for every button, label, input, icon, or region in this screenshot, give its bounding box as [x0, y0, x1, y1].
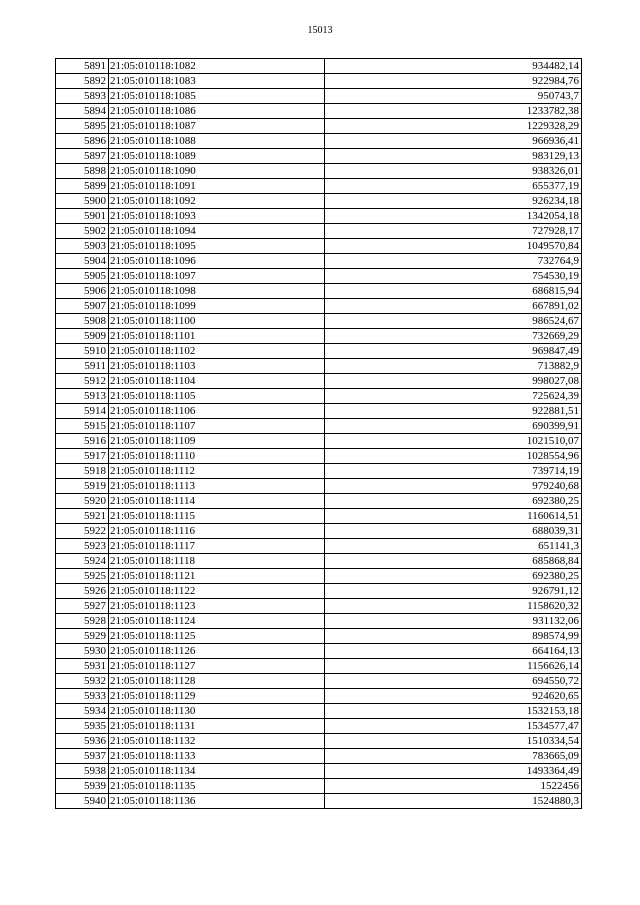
cadastral-number-cell: 21:05:010118:1091 [109, 179, 325, 194]
cadastral-number-cell: 21:05:010118:1117 [109, 539, 325, 554]
row-number-cell: 5907 [56, 299, 109, 314]
table-row [56, 404, 582, 419]
row-number-cell: 5916 [56, 434, 109, 449]
table-row [56, 119, 582, 134]
cadastral-number-cell: 21:05:010118:1135 [109, 779, 325, 794]
cadastral-number-cell: 21:05:010118:1130 [109, 704, 325, 719]
cadastral-value-cell: 732764,9 [325, 254, 582, 269]
table-row [56, 434, 582, 449]
row-number-cell: 5895 [56, 119, 109, 134]
row-number-cell: 5912 [56, 374, 109, 389]
cadastral-number-cell: 21:05:010118:1106 [109, 404, 325, 419]
row-number-cell: 5903 [56, 239, 109, 254]
table-row [56, 599, 582, 614]
cadastral-value-cell: 690399,91 [325, 419, 582, 434]
cadastral-value-cell: 1233782,38 [325, 104, 582, 119]
table-row [56, 74, 582, 89]
cadastral-number-cell: 21:05:010118:1089 [109, 149, 325, 164]
cadastral-number-cell: 21:05:010118:1083 [109, 74, 325, 89]
cadastral-value-cell: 664164,13 [325, 644, 582, 659]
table-row [56, 674, 582, 689]
cadastral-number-cell: 21:05:010118:1104 [109, 374, 325, 389]
row-number-cell: 5920 [56, 494, 109, 509]
row-number-cell: 5904 [56, 254, 109, 269]
cadastral-number-cell: 21:05:010118:1085 [109, 89, 325, 104]
cadastral-number-cell: 21:05:010118:1114 [109, 494, 325, 509]
row-number-cell: 5906 [56, 284, 109, 299]
row-number-cell: 5928 [56, 614, 109, 629]
row-number-cell: 5893 [56, 89, 109, 104]
cadastral-number-cell: 21:05:010118:1096 [109, 254, 325, 269]
row-number-cell: 5905 [56, 269, 109, 284]
cadastral-value-cell: 898574,99 [325, 629, 582, 644]
cadastral-value-cell: 783665,09 [325, 749, 582, 764]
cadastral-number-cell: 21:05:010118:1133 [109, 749, 325, 764]
row-number-cell: 5915 [56, 419, 109, 434]
cadastral-value-cell: 1160614,51 [325, 509, 582, 524]
cadastral-number-cell: 21:05:010118:1113 [109, 479, 325, 494]
table-body [56, 59, 582, 809]
cadastral-value-cell: 1510334,54 [325, 734, 582, 749]
table-row [56, 494, 582, 509]
row-number-cell: 5925 [56, 569, 109, 584]
row-number-cell: 5908 [56, 314, 109, 329]
row-number-cell: 5910 [56, 344, 109, 359]
table-row [56, 749, 582, 764]
row-number-cell: 5929 [56, 629, 109, 644]
table-row [56, 764, 582, 779]
table-row [56, 374, 582, 389]
row-number-cell: 5923 [56, 539, 109, 554]
table-row [56, 569, 582, 584]
cadastral-number-cell: 21:05:010118:1103 [109, 359, 325, 374]
cadastral-value-cell: 739714,19 [325, 464, 582, 479]
table-row [56, 134, 582, 149]
cadastral-number-cell: 21:05:010118:1134 [109, 764, 325, 779]
cadastral-number-cell: 21:05:010118:1093 [109, 209, 325, 224]
table-row [56, 59, 582, 74]
cadastral-number-cell: 21:05:010118:1086 [109, 104, 325, 119]
cadastral-number-cell: 21:05:010118:1112 [109, 464, 325, 479]
table-row [56, 509, 582, 524]
cadastral-number-cell: 21:05:010118:1118 [109, 554, 325, 569]
table-row [56, 89, 582, 104]
row-number-cell: 5909 [56, 329, 109, 344]
cadastral-value-cell: 1021510,07 [325, 434, 582, 449]
row-number-cell: 5914 [56, 404, 109, 419]
table-row [56, 239, 582, 254]
cadastral-value-cell: 983129,13 [325, 149, 582, 164]
cadastral-value-cell: 934482,14 [325, 59, 582, 74]
cadastral-value-cell: 969847,49 [325, 344, 582, 359]
cadastral-value-cell: 1493364,49 [325, 764, 582, 779]
row-number-cell: 5936 [56, 734, 109, 749]
cadastral-value-cell: 688039,31 [325, 524, 582, 539]
row-number-cell: 5931 [56, 659, 109, 674]
cadastral-number-cell: 21:05:010118:1101 [109, 329, 325, 344]
cadastral-number-cell: 21:05:010118:1128 [109, 674, 325, 689]
table-row [56, 584, 582, 599]
row-number-cell: 5894 [56, 104, 109, 119]
cadastral-value-cell: 655377,19 [325, 179, 582, 194]
cadastral-number-cell: 21:05:010118:1110 [109, 449, 325, 464]
row-number-cell: 5898 [56, 164, 109, 179]
cadastral-number-cell: 21:05:010118:1124 [109, 614, 325, 629]
row-number-cell: 5939 [56, 779, 109, 794]
table-row [56, 299, 582, 314]
cadastral-value-cell: 1158620,32 [325, 599, 582, 614]
cadastral-number-cell: 21:05:010118:1088 [109, 134, 325, 149]
row-number-cell: 5937 [56, 749, 109, 764]
row-number-cell: 5897 [56, 149, 109, 164]
table-row [56, 464, 582, 479]
row-number-cell: 5927 [56, 599, 109, 614]
table-row [56, 629, 582, 644]
table-row [56, 104, 582, 119]
row-number-cell: 5913 [56, 389, 109, 404]
cadastral-value-cell: 950743,7 [325, 89, 582, 104]
table-row [56, 689, 582, 704]
cadastral-number-cell: 21:05:010118:1100 [109, 314, 325, 329]
cadastral-value-cell: 1522456 [325, 779, 582, 794]
page-number: 15013 [307, 25, 333, 36]
cadastral-number-cell: 21:05:010118:1095 [109, 239, 325, 254]
table-row [56, 524, 582, 539]
row-number-cell: 5917 [56, 449, 109, 464]
cadastral-number-cell: 21:05:010118:1121 [109, 569, 325, 584]
cadastral-value-cell: 924620,65 [325, 689, 582, 704]
cadastral-value-table [55, 58, 582, 809]
cadastral-value-cell: 754530,19 [325, 269, 582, 284]
row-number-cell: 5940 [56, 794, 109, 809]
cadastral-number-cell: 21:05:010118:1132 [109, 734, 325, 749]
table-row [56, 359, 582, 374]
cadastral-value-cell: 667891,02 [325, 299, 582, 314]
cadastral-value-cell: 938326,01 [325, 164, 582, 179]
cadastral-value-cell: 651141,3 [325, 539, 582, 554]
cadastral-number-cell: 21:05:010118:1131 [109, 719, 325, 734]
table-row [56, 554, 582, 569]
row-number-cell: 5922 [56, 524, 109, 539]
row-number-cell: 5926 [56, 584, 109, 599]
table-row [56, 719, 582, 734]
cadastral-number-cell: 21:05:010118:1123 [109, 599, 325, 614]
table-row [56, 209, 582, 224]
row-number-cell: 5899 [56, 179, 109, 194]
table-row [56, 344, 582, 359]
cadastral-value-cell: 966936,41 [325, 134, 582, 149]
table-row [56, 194, 582, 209]
table-row [56, 794, 582, 809]
row-number-cell: 5933 [56, 689, 109, 704]
cadastral-value-cell: 725624,39 [325, 389, 582, 404]
cadastral-value-cell: 922984,76 [325, 74, 582, 89]
cadastral-number-cell: 21:05:010118:1125 [109, 629, 325, 644]
cadastral-number-cell: 21:05:010118:1090 [109, 164, 325, 179]
row-number-cell: 5934 [56, 704, 109, 719]
cadastral-value-cell: 1532153,18 [325, 704, 582, 719]
cadastral-value-cell: 686815,94 [325, 284, 582, 299]
cadastral-number-cell: 21:05:010118:1109 [109, 434, 325, 449]
cadastral-value-cell: 998027,08 [325, 374, 582, 389]
cadastral-number-cell: 21:05:010118:1094 [109, 224, 325, 239]
row-number-cell: 5924 [56, 554, 109, 569]
cadastral-number-cell: 21:05:010118:1097 [109, 269, 325, 284]
cadastral-number-cell: 21:05:010118:1087 [109, 119, 325, 134]
row-number-cell: 5892 [56, 74, 109, 89]
table-row [56, 329, 582, 344]
row-number-cell: 5901 [56, 209, 109, 224]
cadastral-value-cell: 692380,25 [325, 494, 582, 509]
cadastral-value-cell: 1342054,18 [325, 209, 582, 224]
table-row [56, 644, 582, 659]
table-row [56, 419, 582, 434]
table-row [56, 314, 582, 329]
table-row [56, 449, 582, 464]
table-row [56, 659, 582, 674]
cadastral-value-cell: 979240,68 [325, 479, 582, 494]
table-row [56, 704, 582, 719]
cadastral-value-cell: 694550,72 [325, 674, 582, 689]
cadastral-value-cell: 926791,12 [325, 584, 582, 599]
row-number-cell: 5891 [56, 59, 109, 74]
cadastral-value-cell: 1524880,3 [325, 794, 582, 809]
table-row [56, 224, 582, 239]
row-number-cell: 5900 [56, 194, 109, 209]
cadastral-value-cell: 986524,67 [325, 314, 582, 329]
cadastral-value-cell: 727928,17 [325, 224, 582, 239]
table-row [56, 734, 582, 749]
table-row [56, 284, 582, 299]
cadastral-number-cell: 21:05:010118:1099 [109, 299, 325, 314]
table-row [56, 164, 582, 179]
cadastral-number-cell: 21:05:010118:1102 [109, 344, 325, 359]
cadastral-value-cell: 1156626,14 [325, 659, 582, 674]
cadastral-number-cell: 21:05:010118:1129 [109, 689, 325, 704]
cadastral-value-cell: 926234,18 [325, 194, 582, 209]
table-row [56, 269, 582, 284]
table-row [56, 179, 582, 194]
table-row [56, 779, 582, 794]
row-number-cell: 5938 [56, 764, 109, 779]
table-row [56, 539, 582, 554]
table-row [56, 149, 582, 164]
cadastral-number-cell: 21:05:010118:1127 [109, 659, 325, 674]
cadastral-number-cell: 21:05:010118:1115 [109, 509, 325, 524]
cadastral-number-cell: 21:05:010118:1126 [109, 644, 325, 659]
cadastral-number-cell: 21:05:010118:1092 [109, 194, 325, 209]
cadastral-number-cell: 21:05:010118:1098 [109, 284, 325, 299]
row-number-cell: 5919 [56, 479, 109, 494]
cadastral-number-cell: 21:05:010118:1116 [109, 524, 325, 539]
row-number-cell: 5911 [56, 359, 109, 374]
table-row [56, 389, 582, 404]
cadastral-number-cell: 21:05:010118:1105 [109, 389, 325, 404]
row-number-cell: 5896 [56, 134, 109, 149]
cadastral-value-cell: 1229328,29 [325, 119, 582, 134]
cadastral-value-cell: 685868,84 [325, 554, 582, 569]
cadastral-number-cell: 21:05:010118:1122 [109, 584, 325, 599]
cadastral-value-cell: 692380,25 [325, 569, 582, 584]
cadastral-number-cell: 21:05:010118:1136 [109, 794, 325, 809]
row-number-cell: 5902 [56, 224, 109, 239]
cadastral-value-cell: 713882,9 [325, 359, 582, 374]
cadastral-number-cell: 21:05:010118:1107 [109, 419, 325, 434]
cadastral-number-cell: 21:05:010118:1082 [109, 59, 325, 74]
cadastral-value-cell: 732669,29 [325, 329, 582, 344]
table-row [56, 254, 582, 269]
table-row [56, 479, 582, 494]
row-number-cell: 5930 [56, 644, 109, 659]
cadastral-value-cell: 1534577,47 [325, 719, 582, 734]
row-number-cell: 5921 [56, 509, 109, 524]
cadastral-value-cell: 1028554,96 [325, 449, 582, 464]
row-number-cell: 5918 [56, 464, 109, 479]
cadastral-value-cell: 1049570,84 [325, 239, 582, 254]
cadastral-value-cell: 931132,06 [325, 614, 582, 629]
cadastral-value-cell: 922881,51 [325, 404, 582, 419]
row-number-cell: 5932 [56, 674, 109, 689]
table-row [56, 614, 582, 629]
row-number-cell: 5935 [56, 719, 109, 734]
